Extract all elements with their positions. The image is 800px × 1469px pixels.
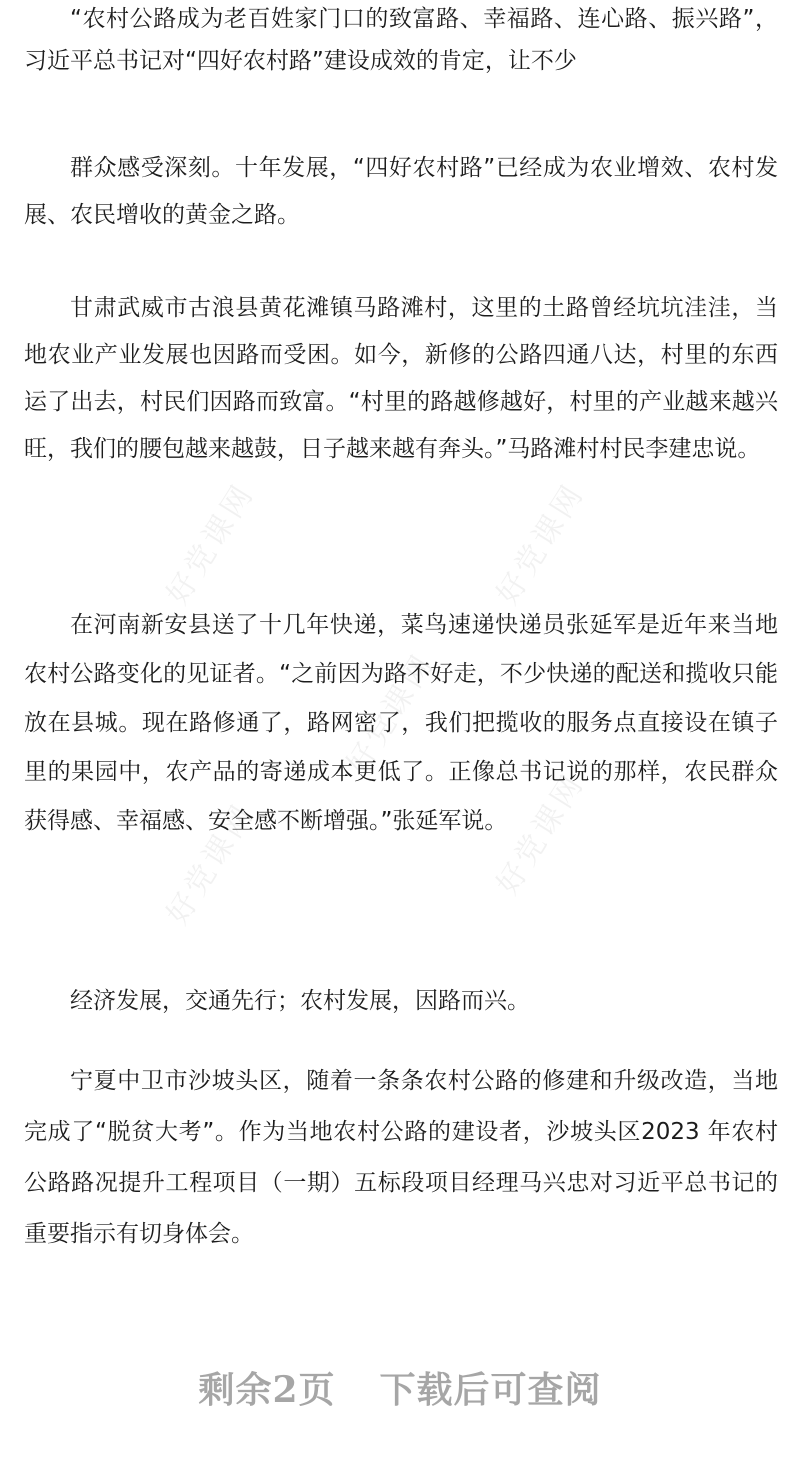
paragraph-intro: [24, 0, 778, 82]
watermark: 好党课网: [490, 476, 592, 611]
watermark: 好党课网: [490, 766, 592, 901]
paragraph-summary: 经济发展，交通先行；农村发展，因路而兴。: [70, 988, 530, 1014]
remaining-pages-label: 剩余2页: [198, 1369, 336, 1411]
watermark: 好党课网: [160, 796, 262, 931]
paragraph-henan: 在河南新安县送了十几年快递，菜鸟速递快递员张延军是近年来当地农村公路变化的见证者。“之前因为路不好走，不少快递的配送和揽收只能放在县城。现在路修通了，路网密了，我们把揽收的服务点直接设在镇子里的果园中，农产品的寄递成本更低了。正像总书记说的那样，农民群众获得感、幸福感、安全感不断增强。”张延军说。: [24, 612, 778, 834]
watermark: 好党课网: [160, 476, 262, 611]
watermark: 好党课网: [340, 646, 442, 781]
download-hint-label: 下载后可查阅: [379, 1369, 602, 1411]
paragraph-intro-continued: 群众感受深刻。十年发展，“四好农村路”已经成为农业增效、农村发展、农民增收的黄金之路。: [24, 155, 778, 228]
paragraph-ningxia: 宁夏中卫市沙坡头区，随着一条条农村公路的修建和升级改造，当地完成了“脱贫大考”。作为当地农村公路的建设者，沙坡头区2023 年农村公路路况提升工程项目（一期）五标段项目经理马兴忠对习近平总书记的重要指示有切身体会。: [24, 1068, 778, 1247]
download-notice[interactable]: [0, 1362, 800, 1413]
paragraph-intro-line1: “农村公路成为老百姓家门口的致富路、幸福路、连心路、振兴路”，习近平总书记对“四好农村路”建设成效的肯定，让不少: [24, 6, 778, 74]
paragraph-gansu: 甘肃武威市古浪县黄花滩镇马路滩村，这里的土路曾经坑坑洼洼，当地农业产业发展也因路而受困。如今，新修的公路四通八达，村里的东西运了出去，村民们因路而致富。“村里的路越修越好，村里的产业越来越兴旺，我们的腰包越来越鼓，日子越来越有奔头。”马路滩村村民李建忠说。: [24, 295, 778, 462]
